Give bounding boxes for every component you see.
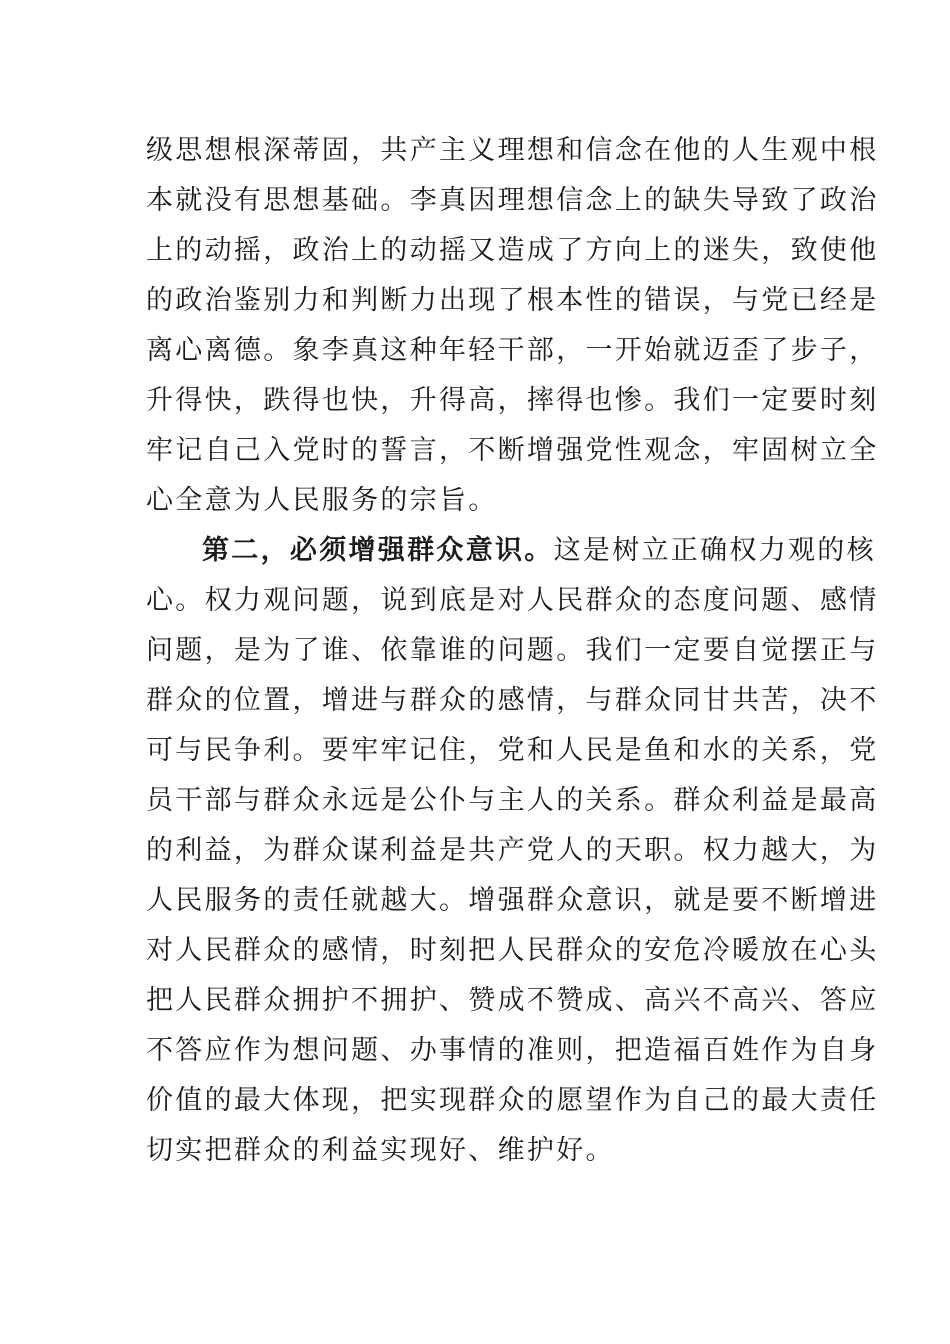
text-line: 不答应作为想问题、办事情的准则，把造福百姓作为自身 bbox=[146, 1035, 879, 1066]
text-line: 上的动摇，政治上的动摇又造成了方向上的迷失，致使他 bbox=[146, 235, 879, 266]
text-line: 问题，是为了谁、依靠谁的问题。我们一定要自觉摆正与 bbox=[146, 635, 879, 666]
text-line: 人民服务的责任就越大。增强群众意识，就是要不断增进 bbox=[146, 885, 879, 916]
text-line: 的利益，为群众谋利益是共产党人的天职。权力越大，为 bbox=[146, 835, 879, 866]
text-line: 把人民群众拥护不拥护、赞成不赞成、高兴不高兴、答应 bbox=[146, 985, 879, 1016]
text-line: 员干部与群众永远是公仆与主人的关系。群众利益是最高 bbox=[146, 785, 879, 816]
text-line: 升得快，跌得也快，升得高，摔得也惨。我们一定要时刻 bbox=[146, 385, 879, 416]
paragraph-1 bbox=[146, 126, 879, 526]
text-line: 价值的最大体现，把实现群众的愿望作为自己的最大责任 bbox=[146, 1085, 879, 1116]
text-line: 牢记自己入党时的誓言，不断增强党性观念，牢固树立全 bbox=[146, 435, 879, 466]
paragraph-2 bbox=[146, 526, 879, 1176]
text-line: 心全意为人民服务的宗旨。 bbox=[146, 485, 498, 516]
text-line: 切实把群众的利益实现好、维护好。 bbox=[146, 1135, 615, 1166]
text-line: 级思想根深蒂固，共产主义理想和信念在他的人生观中根 bbox=[146, 135, 879, 166]
text-line: 可与民争利。要牢牢记住，党和人民是鱼和水的关系，党 bbox=[146, 735, 879, 766]
text-line-first bbox=[146, 526, 876, 576]
text-line: 心。权力观问题，说到底是对人民群众的态度问题、感情 bbox=[146, 585, 879, 616]
heading-continuation: 这是树立正确权力观的核 bbox=[553, 535, 876, 566]
text-line: 离心离德。象李真这种年轻干部，一开始就迈歪了步子， bbox=[146, 335, 879, 366]
text-line: 的政治鉴别力和判断力出现了根本性的错误，与党已经是 bbox=[146, 285, 879, 316]
paragraph-heading: 第二，必须增强群众意识。 bbox=[202, 535, 554, 566]
document-body bbox=[146, 126, 879, 1176]
text-line: 群众的位置，增进与群众的感情，与群众同甘共苦，决不 bbox=[146, 685, 879, 716]
text-line: 对人民群众的感情，时刻把人民群众的安危冷暖放在心头 bbox=[146, 935, 879, 966]
text-line: 本就没有思想基础。李真因理想信念上的缺失导致了政治 bbox=[146, 185, 879, 216]
